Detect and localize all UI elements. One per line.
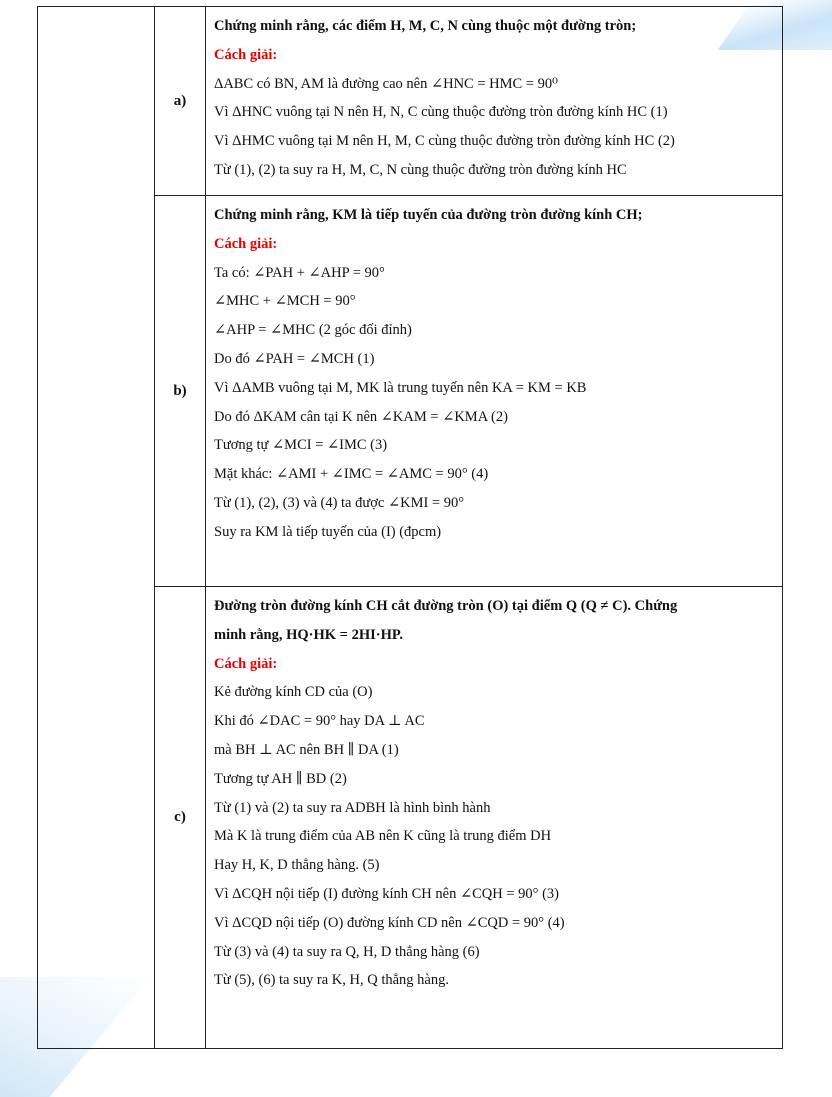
solution-heading: Cách giải: [214,655,278,672]
solution-line: Từ (1), (2) ta suy ra H, M, C, N cùng thuộc đường tròn đường kính HC [214,161,627,178]
solution-line: Do đó ΔKAM cân tại K nên ∠KAM = ∠KMA (2) [214,408,508,425]
solution-line: Mặt khác: ∠AMI + ∠IMC = ∠AMC = 90° (4) [214,466,489,483]
solution-line: ∠AHP = ∠MHC (2 góc đối đỉnh) [214,322,412,339]
solution-line: Do đó ∠PAH = ∠MCH (1) [214,350,375,367]
solution-column [155,7,782,1048]
solution-line: Hay H, K, D thẳng hàng. (5) [214,857,380,874]
part-content [206,196,782,586]
problem-statement: minh rằng, HQ·HK = 2HI·HP. [214,626,404,643]
part-label: b) [155,196,206,586]
solution-table [37,6,783,1049]
solution-line: Vì ΔCQH nội tiếp (I) đường kính CH nên ∠CQH = 90° (3) [214,885,559,902]
solution-heading: Cách giải: [214,46,278,63]
solution-line: Vì ΔHNC vuông tại N nên H, N, C cùng thuộc đường tròn đường kính HC (1) [214,104,668,121]
solution-line: Từ (5), (6) ta suy ra K, H, Q thẳng hàng. [214,972,449,989]
part-content [206,587,782,1048]
part-label: c) [155,587,206,1048]
solution-line: Tương tự AH ∥ BD (2) [214,770,347,787]
problem-statement: Đường tròn đường kính CH cắt đường tròn (O) tại điểm Q (Q ≠ C). Chứng [214,598,678,614]
part-a-row [155,7,782,196]
solution-line: Vì ΔAMB vuông tại M, MK là trung tuyến nên KA = KM = KB [214,379,587,396]
solution-line: Vì ΔCQD nội tiếp (O) đường kính CD nên ∠CQD = 90° (4) [214,914,565,931]
solution-heading: Cách giải: [214,235,278,252]
solution-line: Mà K là trung điểm của AB nên K cũng là trung điểm DH [214,828,552,845]
solution-line: ΔABC có BN, AM là đường cao nên ∠HNC = HMC = 90⁰ [214,75,558,92]
part-c-row [155,587,782,1048]
part-content [206,7,782,195]
solution-line: Từ (1), (2), (3) và (4) ta được ∠KMI = 90° [214,494,465,511]
solution-line: Tương tự ∠MCI = ∠IMC (3) [214,437,388,454]
solution-line: Vì ΔHMC vuông tại M nên H, M, C cùng thuộc đường tròn đường kính HC (2) [214,133,675,150]
solution-line: Từ (3) và (4) ta suy ra Q, H, D thẳng hàng (6) [214,943,480,960]
solution-line: Khi đó ∠DAC = 90° hay DA ⊥ AC [214,713,425,730]
solution-line: Kẻ đường kính CD của (O) [214,684,373,701]
part-b-row [155,196,782,587]
solution-line: Ta có: ∠PAH + ∠AHP = 90° [214,264,385,281]
solution-line: mà BH ⊥ AC nên BH ∥ DA (1) [214,741,399,758]
solution-line: ∠MHC + ∠MCH = 90° [214,293,356,310]
solution-line: Suy ra KM là tiếp tuyến của (I) (đpcm) [214,523,442,540]
blank-column [38,7,155,1048]
problem-statement: Chứng minh rằng, các điểm H, M, C, N cùng thuộc một đường tròn; [214,18,637,34]
solution-line: Từ (1) và (2) ta suy ra ADBH là hình bình hành [214,799,491,816]
problem-statement: Chứng minh rằng, KM là tiếp tuyến của đường tròn đường kính CH; [214,207,643,223]
part-label: a) [155,7,206,195]
